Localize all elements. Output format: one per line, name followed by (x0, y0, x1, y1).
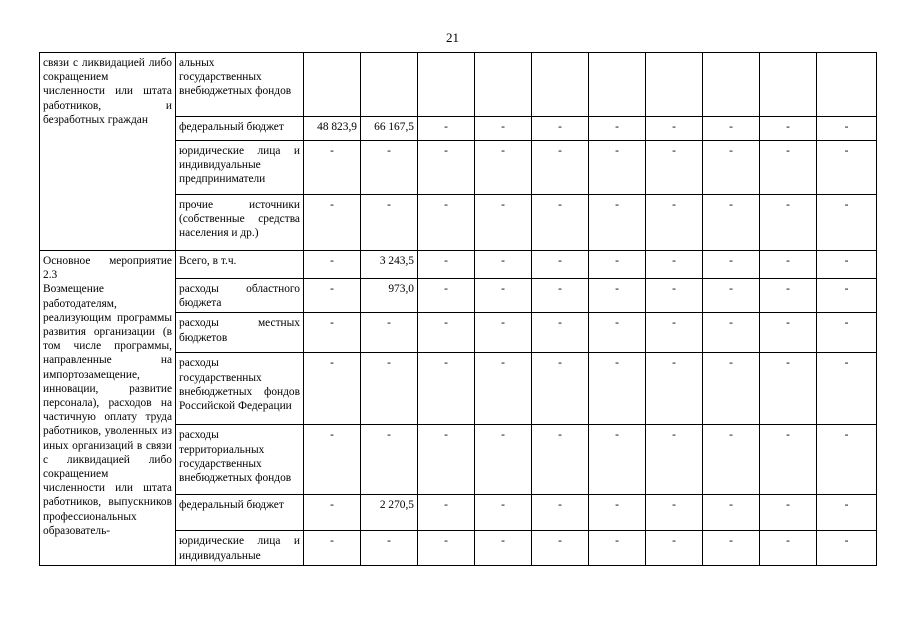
activity-description: связи с ликвидацией либо сокращением численности или штата работников, и безработных граждан (43, 57, 172, 126)
value-cell: - (475, 117, 532, 141)
value-cell: - (418, 251, 475, 279)
value-cell (532, 53, 589, 117)
value-cell: - (532, 195, 589, 251)
value-cell: - (361, 141, 418, 195)
value-cell: - (703, 117, 760, 141)
value-cell: - (475, 313, 532, 353)
value-cell: - (361, 353, 418, 425)
value-cell (475, 53, 532, 117)
value-cell: - (418, 353, 475, 425)
value-cell: - (304, 313, 361, 353)
value-cell: - (760, 353, 817, 425)
value-cell: - (817, 495, 877, 531)
value-cell: - (703, 279, 760, 313)
value-cell: - (760, 141, 817, 195)
value-cell: - (589, 195, 646, 251)
value-cell: - (304, 425, 361, 495)
value-cell: - (361, 531, 418, 565)
value-cell: - (304, 195, 361, 251)
value-cell: - (760, 251, 817, 279)
value-cell: - (475, 141, 532, 195)
value-cell: - (418, 495, 475, 531)
activity-description: Возмещение работодателям, реализующим программы развития организации (в том числе программы, направленные на импортозамещение, инновации, развитие персонала), расходов на частичную оплату труда работников, уволенных из иных организаций в связи с ликвидацией либо сокращением численности или штата работников, выпускников профессиональных образователь- (43, 283, 172, 537)
value-cell: - (418, 141, 475, 195)
value-cell: - (817, 141, 877, 195)
value-cell: - (817, 195, 877, 251)
value-cell (760, 53, 817, 117)
value-cell: - (817, 353, 877, 425)
value-cell: - (817, 117, 877, 141)
funding-table (39, 52, 877, 566)
value-cell: - (760, 425, 817, 495)
value-cell (304, 53, 361, 117)
value-cell: - (703, 531, 760, 565)
value-cell: - (646, 251, 703, 279)
value-cell (703, 53, 760, 117)
table-row (40, 251, 877, 279)
value-cell: - (589, 251, 646, 279)
value-cell: - (418, 117, 475, 141)
activity-title: Основное мероприятие 2.3 (43, 255, 172, 282)
value-cell: - (646, 425, 703, 495)
value-cell: - (703, 425, 760, 495)
activity-description-cell (40, 53, 176, 251)
value-cell: - (418, 195, 475, 251)
value-cell: - (646, 313, 703, 353)
activity-description-cell (40, 251, 176, 566)
value-cell: 48 823,9 (304, 117, 361, 141)
value-cell: - (418, 425, 475, 495)
value-cell (589, 53, 646, 117)
value-cell: - (589, 141, 646, 195)
value-cell: - (817, 251, 877, 279)
value-cell: - (532, 495, 589, 531)
value-cell: - (532, 531, 589, 565)
value-cell: - (646, 495, 703, 531)
value-cell (418, 53, 475, 117)
value-cell: - (418, 313, 475, 353)
value-cell (361, 53, 418, 117)
value-cell: - (703, 195, 760, 251)
value-cell: - (703, 251, 760, 279)
value-cell: - (532, 141, 589, 195)
funding-source-cell: расходы местных бюджетов (176, 313, 304, 353)
value-cell: - (475, 353, 532, 425)
value-cell: - (760, 117, 817, 141)
value-cell: - (760, 279, 817, 313)
value-cell: - (646, 195, 703, 251)
value-cell: - (361, 313, 418, 353)
value-cell: - (646, 141, 703, 195)
value-cell: - (532, 425, 589, 495)
value-cell (646, 53, 703, 117)
value-cell: 2 270,5 (361, 495, 418, 531)
value-cell: - (304, 531, 361, 565)
page-number: 21 (446, 30, 459, 45)
value-cell: - (589, 495, 646, 531)
value-cell: - (817, 425, 877, 495)
value-cell: - (760, 495, 817, 531)
value-cell: - (304, 251, 361, 279)
value-cell: - (532, 279, 589, 313)
value-cell: 973,0 (361, 279, 418, 313)
value-cell: - (703, 353, 760, 425)
value-cell: - (703, 141, 760, 195)
value-cell: - (646, 353, 703, 425)
value-cell: - (817, 531, 877, 565)
value-cell: - (475, 531, 532, 565)
funding-source-cell: Всего, в т.ч. (176, 251, 304, 279)
value-cell: - (475, 495, 532, 531)
value-cell: - (646, 279, 703, 313)
value-cell: - (418, 531, 475, 565)
funding-source-cell: федеральный бюджет (176, 495, 304, 531)
value-cell: - (760, 531, 817, 565)
value-cell: - (532, 353, 589, 425)
value-cell: - (703, 495, 760, 531)
table-row (40, 53, 877, 117)
funding-source-cell: федеральный бюджет (176, 117, 304, 141)
value-cell: - (532, 117, 589, 141)
value-cell: - (760, 313, 817, 353)
value-cell: - (589, 279, 646, 313)
value-cell: - (532, 313, 589, 353)
value-cell: - (646, 531, 703, 565)
value-cell: - (532, 251, 589, 279)
value-cell: 66 167,5 (361, 117, 418, 141)
funding-source-cell: прочие источники (собственные средства населения и др.) (176, 195, 304, 251)
value-cell: - (760, 195, 817, 251)
funding-source-cell: расходы государственных внебюджетных фондов Российской Федерации (176, 353, 304, 425)
funding-source-cell: расходы территориальных государственных внебюджетных фондов (176, 425, 304, 495)
value-cell: - (475, 425, 532, 495)
value-cell: - (475, 251, 532, 279)
value-cell: - (304, 495, 361, 531)
value-cell: - (817, 279, 877, 313)
value-cell (817, 53, 877, 117)
value-cell: - (418, 279, 475, 313)
value-cell: - (817, 313, 877, 353)
value-cell: - (703, 313, 760, 353)
value-cell: - (475, 279, 532, 313)
value-cell: 3 243,5 (361, 251, 418, 279)
value-cell: - (361, 425, 418, 495)
value-cell: - (589, 425, 646, 495)
funding-source-cell: юридические лица и индивидуальные предприниматели (176, 141, 304, 195)
funding-source-cell: альных государственных внебюджетных фондов (176, 53, 304, 117)
value-cell: - (589, 353, 646, 425)
value-cell: - (475, 195, 532, 251)
value-cell: - (304, 279, 361, 313)
value-cell: - (304, 353, 361, 425)
value-cell: - (361, 195, 418, 251)
value-cell: - (646, 117, 703, 141)
value-cell: - (589, 117, 646, 141)
value-cell: - (304, 141, 361, 195)
funding-source-cell: расходы областного бюджета (176, 279, 304, 313)
value-cell: - (589, 313, 646, 353)
value-cell: - (589, 531, 646, 565)
funding-source-cell: юридические лица и индивидуальные (176, 531, 304, 565)
